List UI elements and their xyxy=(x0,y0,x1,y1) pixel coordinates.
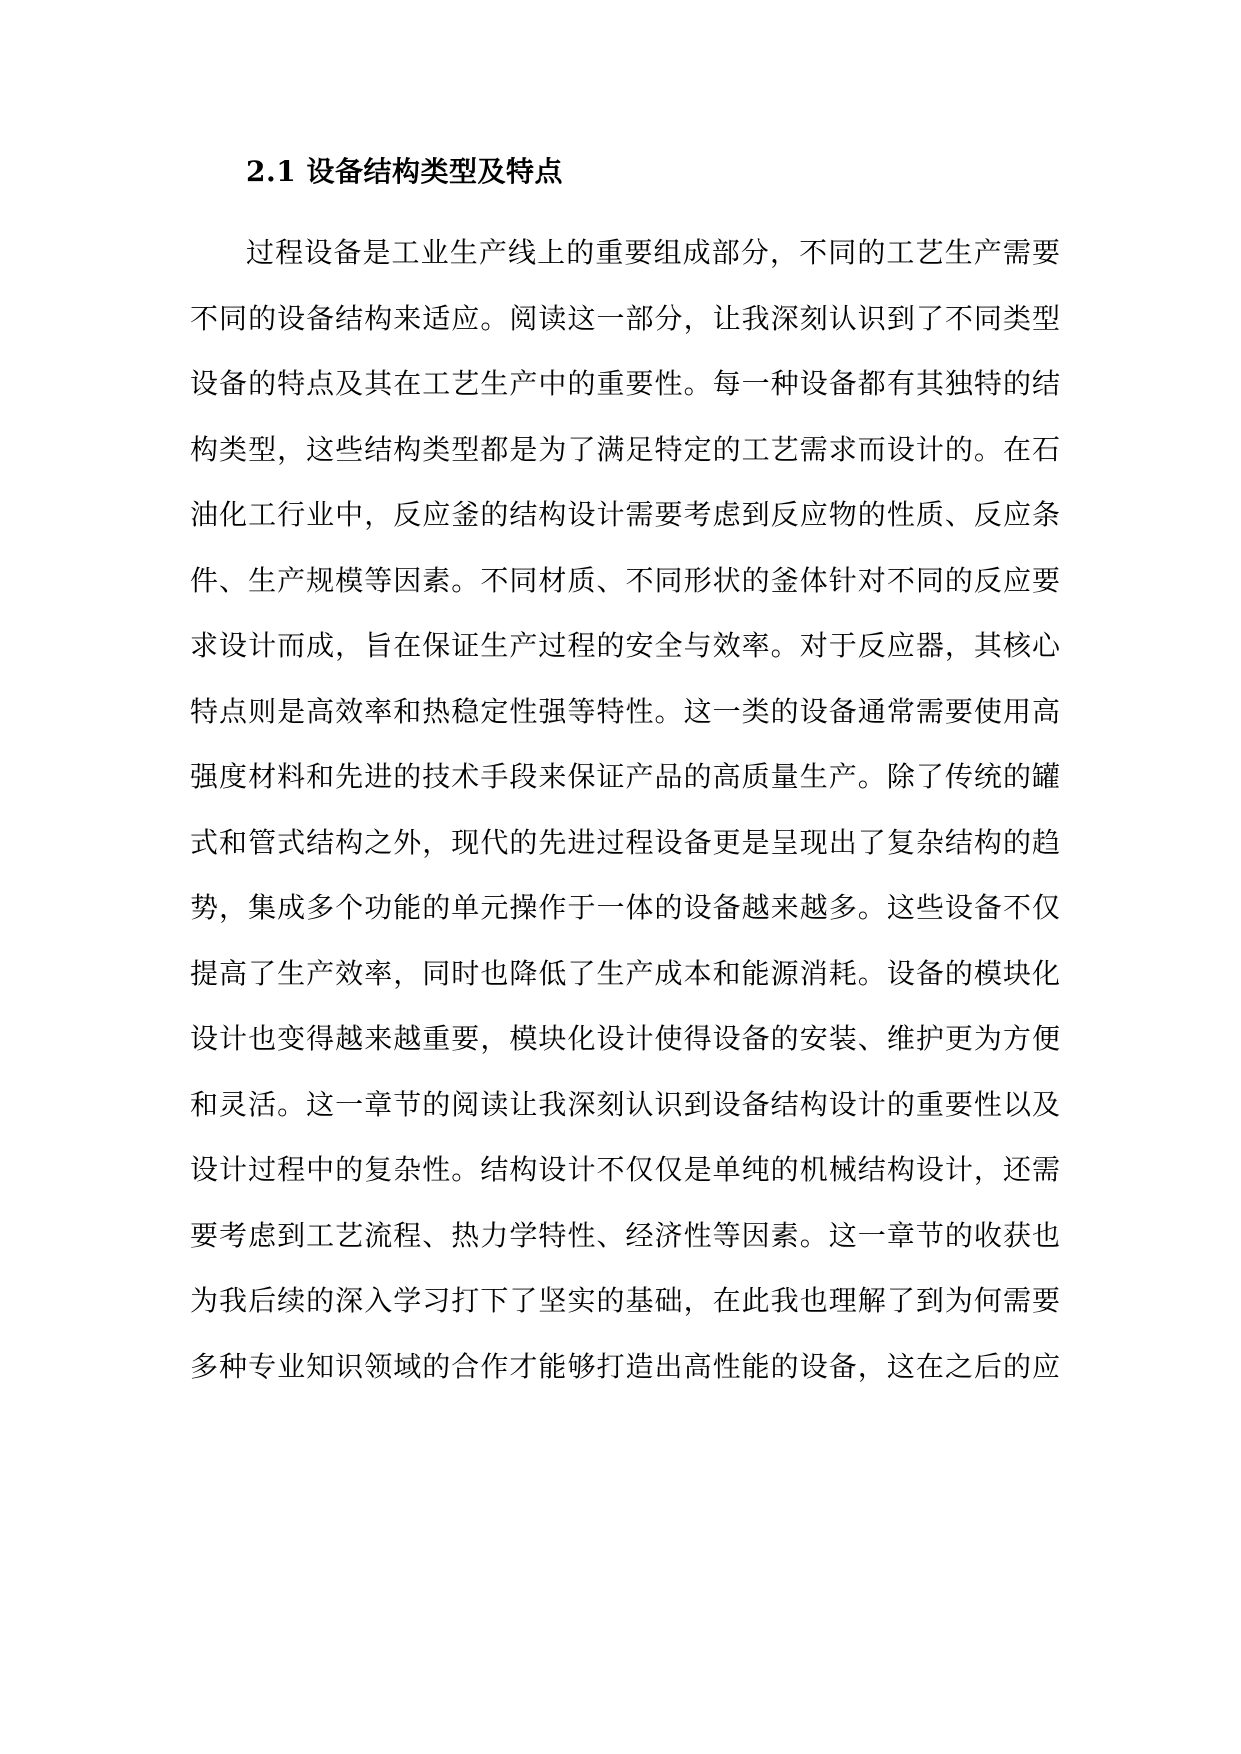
paragraph-line: 和灵活。这一章节的阅读让我深刻认识到设备结构设计的重要性以及 xyxy=(190,1087,1060,1121)
paragraph-line: 过程设备是工业生产线上的重要组成部分，不同的工艺生产需要 xyxy=(246,236,1060,269)
paragraph-line: 多种专业知识领域的合作才能够打造出高性能的设备，这在之后的应 xyxy=(190,1349,1060,1383)
section-heading: 2.1 设备结构类型及特点 xyxy=(246,155,563,188)
paragraph-line: 构类型，这些结构类型都是为了满足特定的工艺需求而设计的。在石 xyxy=(190,432,1060,466)
paragraph-line: 提高了生产效率，同时也降低了生产成本和能源消耗。设备的模块化 xyxy=(190,956,1060,990)
paragraph-line: 设备的特点及其在工艺生产中的重要性。每一种设备都有其独特的结 xyxy=(190,367,1060,400)
body-paragraph xyxy=(190,220,1060,1399)
paragraph-line: 设计过程中的复杂性。结构设计不仅仅是单纯的机械结构设计，还需 xyxy=(190,1153,1060,1186)
paragraph-line: 为我后续的深入学习打下了坚实的基础，在此我也理解了到为何需要 xyxy=(190,1284,1060,1317)
paragraph-line: 特点则是高效率和热稳定性强等特性。这一类的设备通常需要使用高 xyxy=(190,694,1060,728)
paragraph-line: 要考虑到工艺流程、热力学特性、经济性等因素。这一章节的收获也 xyxy=(190,1218,1060,1252)
paragraph-line: 不同的设备结构来适应。阅读这一部分，让我深刻认识到了不同类型 xyxy=(190,301,1060,335)
paragraph-line: 件、生产规模等因素。不同材质、不同形状的釜体针对不同的反应要 xyxy=(190,563,1060,597)
paragraph-line: 设计也变得越来越重要，模块化设计使得设备的安装、维护更为方便 xyxy=(190,1022,1060,1055)
paragraph-line: 油化工行业中，反应釜的结构设计需要考虑到反应物的性质、反应条 xyxy=(190,498,1060,531)
paragraph-line: 求设计而成，旨在保证生产过程的安全与效率。对于反应器，其核心 xyxy=(190,629,1060,662)
paragraph-line: 势，集成多个功能的单元操作于一体的设备越来越多。这些设备不仅 xyxy=(190,891,1060,924)
paragraph-line: 式和管式结构之外，现代的先进过程设备更是呈现出了复杂结构的趋 xyxy=(190,825,1060,859)
paragraph-line: 强度材料和先进的技术手段来保证产品的高质量生产。除了传统的罐 xyxy=(190,760,1060,793)
